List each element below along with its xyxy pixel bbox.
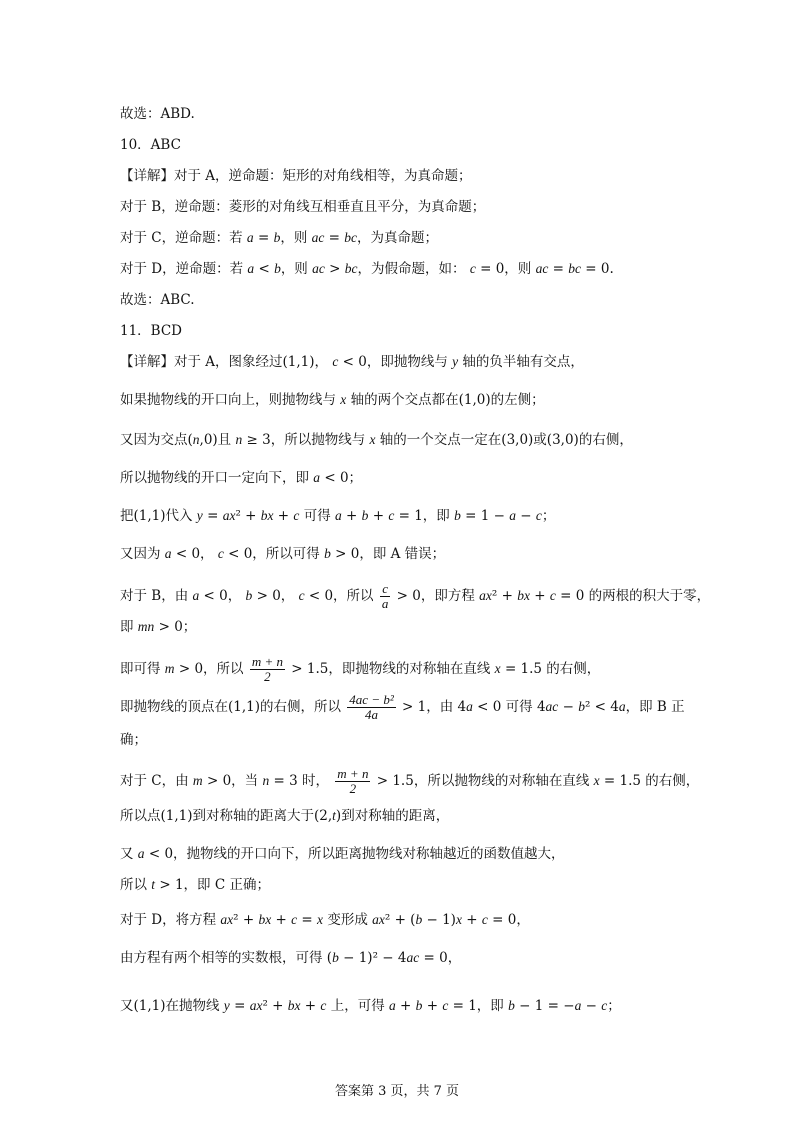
text-line-l21: 所以点(1,1)到对称轴的距离大于(2,t)到对称轴的距离， <box>120 808 450 824</box>
text-line-l03: 【详解】对于 A，逆命题：矩形的对角线相等，为真命题； <box>120 168 472 184</box>
text-line-l24: 对于 D，将方程 ax² + bx + c = x 变形成 ax² + (b − 1)x + c = 0， <box>120 912 530 928</box>
text-line-l26: 又(1,1)在抛物线 y = ax² + bx + c 上，可得 a + b + c = 1，即 b − 1 = −a − c； <box>120 998 621 1014</box>
page-footer: 答案第 3 页，共 7 页 <box>334 1084 460 1099</box>
text-line-l18: 即抛物线的顶点在(1,1)的右侧，所以 $\frac{\text{4ac − b²}}{4a}$ > 1，由 4a < 0 可得 4ac − b² < 4a，即 B 正 <box>120 692 685 722</box>
text-line-l13: 把(1,1)代入 y = ax² + bx + c 可得 a + b + c = 1，即 b = 1 − a − c； <box>120 508 556 524</box>
text-line-l01: 故选：ABD. <box>120 106 195 122</box>
text-line-l08: 11．BCD <box>120 323 183 339</box>
text-line-l11: 又因为交点(n,0)且 n ≥ 3，所以抛物线与 x 轴的一个交点一定在(3,0)或(3,0)的右侧， <box>120 432 633 448</box>
text-line-l09: 【详解】对于 A，图象经过(1,1)， c < 0，即抛物线与 y 轴的负半轴有交点， <box>120 354 584 370</box>
text-line-l04: 对于 B，逆命题：菱形的对角线互相垂直且平分，为真命题； <box>120 199 486 215</box>
text-line-l06: 对于 D，逆命题：若 a < b，则 ac > bc，为假命题，如： c = 0，则 ac = bc = 0. <box>120 261 614 277</box>
text-line-l23: 所以 t > 1，即 C 正确； <box>120 877 270 893</box>
text-line-l16: 即 mn > 0； <box>120 619 197 635</box>
text-line-l19: 确； <box>120 732 147 748</box>
text-line-l22: 又 a < 0，抛物线的开口向下，所以距离抛物线对称轴越近的函数值越大， <box>120 846 565 862</box>
text-line-l10: 如果抛物线的开口向上，则抛物线与 x 轴的两个交点都在(1,0)的左侧； <box>120 392 545 408</box>
text-line-l25: 由方程有两个相等的实数根，可得 (b − 1)² − 4ac = 0， <box>120 950 462 966</box>
text-line-l02: 10．ABC <box>120 137 181 153</box>
text-line-l17: 即可得 m > 0，所以 $\frac{m + n}{2}$ > 1.5，即抛物线的对称轴在直线 x = 1.5 的右侧， <box>120 654 601 684</box>
text-line-l20: 对于 C，由 m > 0，当 n = 3 时， $\frac{m + n}{2}$ > 1.5，所以抛物线的对称轴在直线 x = 1.5 的右侧， <box>120 766 700 796</box>
text-line-l15: 对于 B，由 a < 0， b > 0， c < 0，所以 $\frac{c}{a}$ > 0，即方程 ax² + bx + c = 0 的两根的积大于零， <box>120 581 711 611</box>
text-line-l14: 又因为 a < 0， c < 0，所以可得 b > 0，即 A 错误； <box>120 546 446 562</box>
text-line-l05: 对于 C，逆命题：若 a = b，则 ac = bc，为真命题； <box>120 230 439 246</box>
text-line-l07: 故选：ABC. <box>120 292 195 308</box>
text-line-l12: 所以抛物线的开口一定向下，即 a < 0； <box>120 470 363 486</box>
